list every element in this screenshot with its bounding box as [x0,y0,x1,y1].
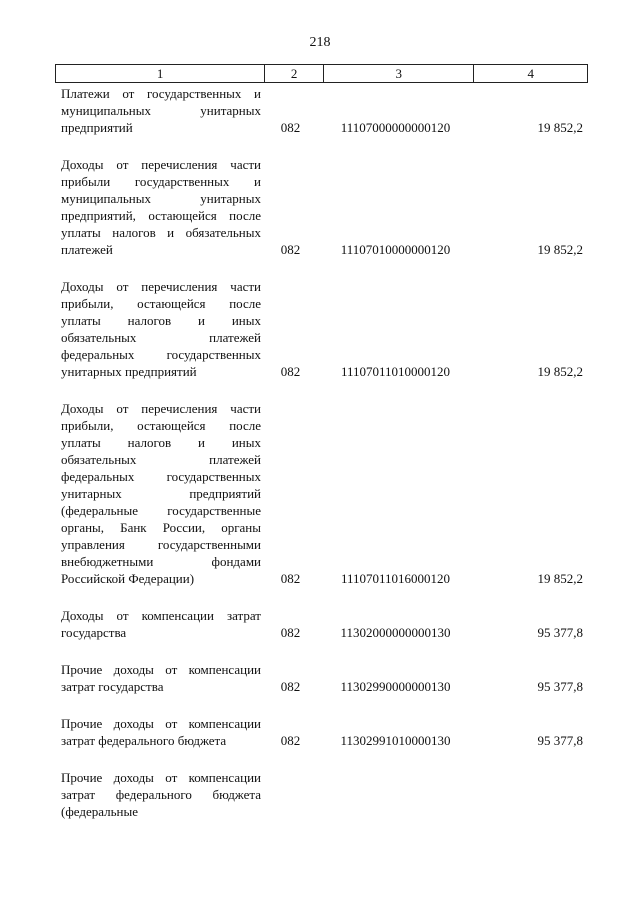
column-header-1: 1 [156,65,164,81]
table-row [55,661,588,695]
row-code: 082 [280,120,301,135]
row-amount: 95 377,8 [537,679,583,694]
row-description: Доходы от компенсации затрат государства [61,608,261,640]
column-header-4: 4 [473,65,587,82]
row-kbk: 11302991010000130 [340,733,451,748]
row-kbk: 11107010000000120 [340,242,451,257]
page-number: 218 [309,35,331,50]
table-row [55,400,588,587]
table-row [55,769,588,820]
row-description: Платежи от государственных и муниципальных унитарных предприятий [61,86,261,135]
table-header [55,64,588,83]
row-code: 082 [280,242,301,257]
row-code: 082 [280,733,301,748]
row-description: Доходы от перечисления части прибыли, остающейся после уплаты налогов и иных обязательных платежей федеральных государственных унитарных предприятий [61,279,261,379]
row-code: 082 [280,364,301,379]
table-row [55,85,588,136]
row-gap [55,641,588,661]
row-kbk: 11302000000000130 [340,625,451,640]
row-gap [55,380,588,400]
row-code: 082 [280,679,301,694]
row-description: Доходы от перечисления части прибыли, остающейся после уплаты налогов и иных обязательных платежей федеральных государственных унитарных предприятий (федеральные государственные органы, Банк России, органы управления государственными внебюджетными фондами Российской Федерации) [61,401,261,586]
row-amount: 95 377,8 [537,625,583,640]
row-description: Доходы от перечисления части прибыли государственных и муниципальных унитарных предприятий, остающейся после уплаты налогов и обязательных платежей [61,157,261,257]
row-amount: 19 852,2 [537,120,583,135]
row-code: 082 [280,571,301,586]
table-row [55,156,588,258]
row-kbk: 11107011016000120 [340,571,451,586]
row-kbk: 11302990000000130 [340,679,451,694]
row-gap [55,258,588,278]
table-row [55,715,588,749]
row-code: 082 [280,625,301,640]
row-description: Прочие доходы от компенсации затрат федерального бюджета (федеральные [61,770,261,819]
row-kbk: 11107011010000120 [340,364,451,379]
row-gap [55,587,588,607]
column-header-2: 2 [264,65,323,82]
column-header-3: 3 [323,65,473,82]
row-amount: 19 852,2 [537,364,583,379]
row-amount: 19 852,2 [537,242,583,257]
row-amount: 95 377,8 [537,733,583,748]
row-gap [55,749,588,769]
revenue-table [55,64,588,820]
row-gap [55,136,588,156]
table-row [55,278,588,380]
row-kbk: 11107000000000120 [340,120,451,135]
row-description: Прочие доходы от компенсации затрат федерального бюджета [61,716,261,748]
row-amount: 19 852,2 [537,571,583,586]
table-row [55,607,588,641]
row-gap [55,695,588,715]
row-description: Прочие доходы от компенсации затрат государства [61,662,261,694]
